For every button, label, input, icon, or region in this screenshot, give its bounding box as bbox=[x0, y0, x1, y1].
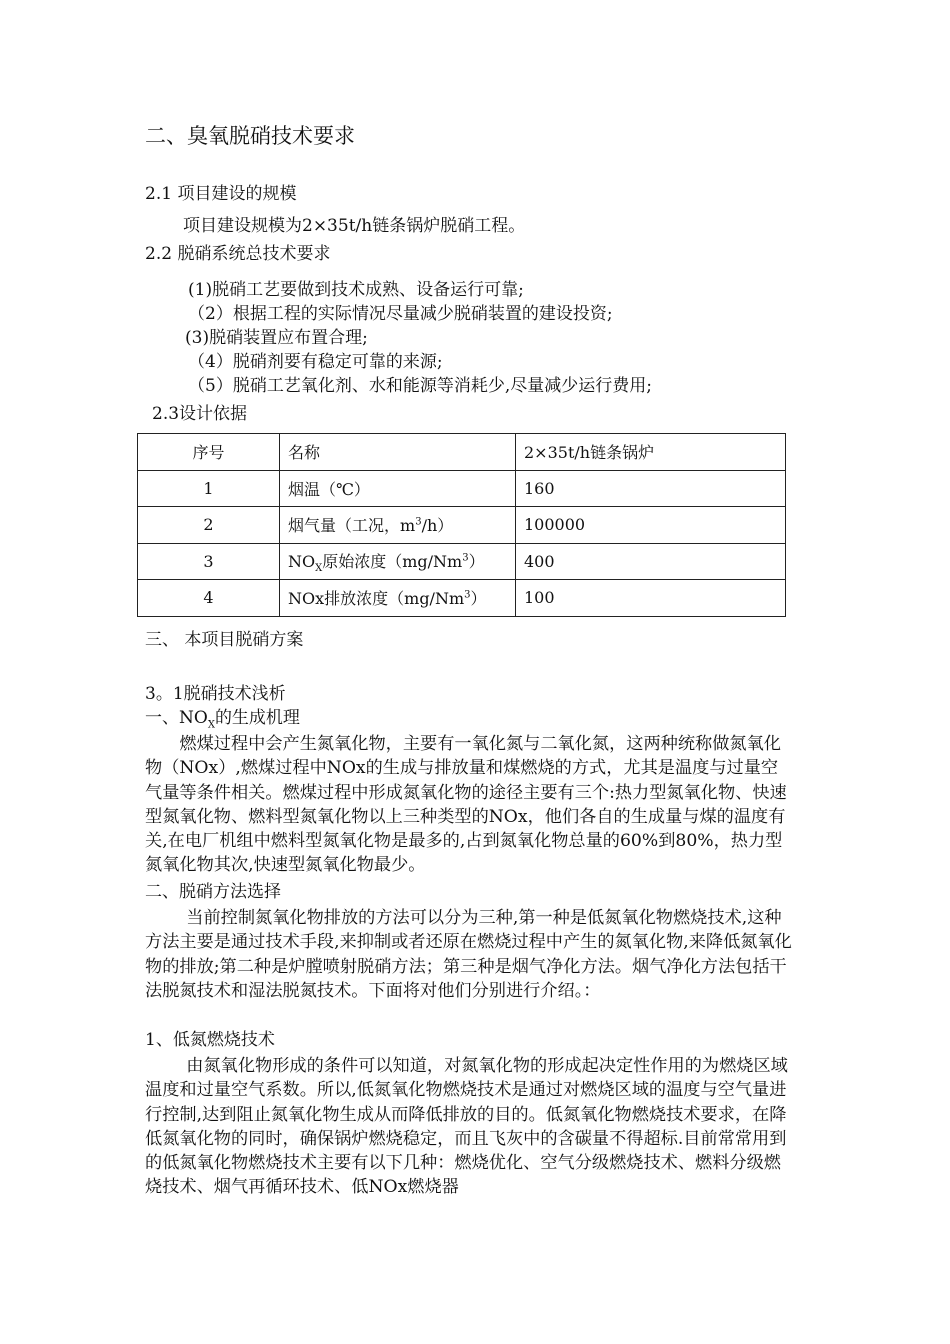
section-3-title: 三、 本项目脱硝方案 bbox=[145, 630, 304, 650]
requirement-item: （2）根据工程的实际情况尽量减少脱硝装置的建设投资; bbox=[188, 304, 613, 324]
requirement-item: （4）脱硝剂要有稳定可靠的来源; bbox=[188, 352, 443, 372]
row-value: 100 bbox=[516, 580, 786, 617]
table-row bbox=[138, 470, 786, 507]
requirement-item: (3)脱硝装置应布置合理; bbox=[185, 328, 368, 348]
requirement-item: (1)脱硝工艺要做到技术成熟、设备运行可靠; bbox=[188, 280, 524, 300]
row-no: 1 bbox=[138, 470, 280, 507]
table-row bbox=[138, 507, 786, 544]
section-3-1-heading: 3。1脱硝技术浅析 bbox=[145, 684, 286, 704]
method-selection-heading: 二、脱硝方法选择 bbox=[145, 882, 281, 902]
section-2-1-heading: 2.1 项目建设的规模 bbox=[145, 184, 297, 204]
requirement-item: （5）脱硝工艺氧化剂、水和能源等消耗少,尽量减少运行费用; bbox=[188, 376, 652, 396]
row-value: 400 bbox=[516, 543, 786, 580]
section-2-1-text: 项目建设规模为2×35t/h链条锅炉脱硝工程。 bbox=[183, 216, 526, 236]
nox-mechanism-paragraph: 燃煤过程中会产生氮氧化物，主要有一氧化氮与二氧化氮，这两种统称做氮氧化物（NOx）,燃煤过程中NOx的生成与排放量和煤燃烧的方式，尤其是温度与过量空气量等条件相关。燃煤过程中形成氮氧化物的途径主要有三个:热力型氮氧化物、快速型氮氧化物、燃料型氮氧化物以上三种类型的NOx，他们各自的生成量与煤的温度有关,在电厂机组中燃料型氮氧化物是最多的,占到氮氧化物总量的60%到80%，热力型氮氧化物其次,快速型氮氧化物最少。 bbox=[145, 734, 787, 876]
section-2-3-heading: 2.3设计依据 bbox=[152, 404, 248, 424]
design-basis-table bbox=[137, 433, 786, 617]
row-no: 3 bbox=[138, 543, 280, 580]
method-selection-paragraph: 当前控制氮氧化物排放的方法可以分为三种,第一种是低氮氧化物燃烧技术,这种方法主要是通过技术手段,来抑制或者还原在燃烧过程中产生的氮氧化物,来降低氮氧化物的排放;第二种是炉膛喷射脱硝方法；第三种是烟气净化方法。烟气净化方法包括干法脱氮技术和湿法脱氮技术。下面将对他们分别进行介绍。： bbox=[145, 908, 792, 1001]
row-no: 2 bbox=[138, 507, 280, 544]
row-name: NOx排放浓度（mg/Nm$^3$） bbox=[280, 580, 516, 617]
row-name: 烟气量（工况，$m^3/h$） bbox=[280, 507, 516, 544]
row-value: 100000 bbox=[516, 507, 786, 544]
low-nox-heading: 1、低氮燃烧技术 bbox=[145, 1030, 275, 1050]
low-nox-paragraph: 由氮氧化物形成的条件可以知道，对氮氧化物的形成起决定性作用的为燃烧区域温度和过量空气系数。所以,低氮氧化物燃烧技术是通过对燃烧区域的温度与空气量进行控制,达到阻止氮氧化物生成从而降低排放的目的。低氮氧化物燃烧技术要求，在降低氮氧化物的同时，确保锅炉燃烧稳定，而且飞灰中的含碳量不得超标.目前常常用到的低氮氧化物燃烧技术主要有以下几种：燃烧优化、空气分级燃烧技术、燃料分级燃烧技术、烟气再循环技术、低NOx燃烧器 bbox=[145, 1056, 788, 1198]
row-name: $NO_X$原始浓度（mg/Nm$^3$） bbox=[280, 543, 516, 580]
header-cell-name: 名称 bbox=[280, 434, 516, 471]
table-row bbox=[138, 580, 786, 617]
nox-mechanism-heading: 一、$NO_X$的生成机理 bbox=[145, 708, 300, 731]
row-value: 160 bbox=[516, 470, 786, 507]
header-cell-no: 序号 bbox=[138, 434, 280, 471]
row-name: 烟温（℃） bbox=[280, 470, 516, 507]
section-2-2-heading: 2.2 脱硝系统总技术要求 bbox=[145, 244, 331, 264]
section-2-title: 二、臭氧脱硝技术要求 bbox=[145, 124, 355, 148]
row-no: 4 bbox=[138, 580, 280, 617]
table-row bbox=[138, 543, 786, 580]
table-header-row bbox=[138, 434, 786, 471]
header-cell-boiler: 2×35t/h链条锅炉 bbox=[516, 434, 786, 471]
